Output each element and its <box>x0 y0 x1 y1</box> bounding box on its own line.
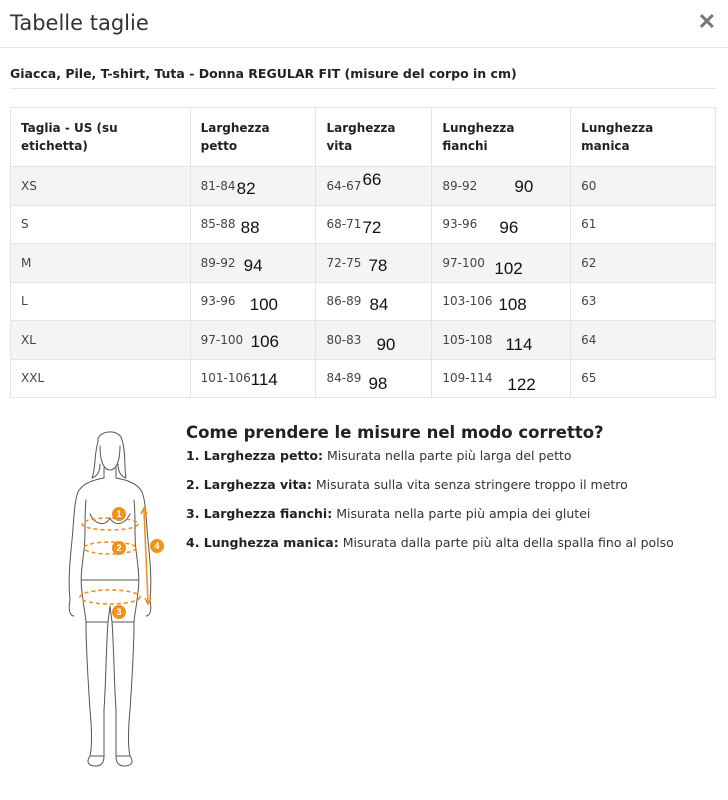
cell-manica: 60 <box>571 167 716 206</box>
handwritten-vita: 78 <box>368 256 388 275</box>
cell-size: XL <box>11 321 191 360</box>
modal-header <box>0 0 728 48</box>
cell-petto-range: 97-100 <box>200 332 244 347</box>
cell-vita <box>316 321 432 360</box>
table-row <box>11 282 716 321</box>
howto-item-text: Misurata dalla parte più alta della spalla fino al polso <box>338 535 674 550</box>
howto-item-text: Misurata nella parte più ampia dei glutei <box>332 506 591 521</box>
header-larghezza-petto: Larghezza petto <box>190 108 316 167</box>
table-header-row <box>11 108 716 167</box>
handwritten-fianchi: 108 <box>498 294 527 314</box>
divider <box>10 88 716 89</box>
body-measurement-figure <box>40 430 180 770</box>
cell-vita <box>316 205 432 244</box>
cell-fianchi-range: 109-114 <box>442 371 493 386</box>
cell-manica: 65 <box>571 359 716 398</box>
measurement-guides <box>80 508 151 604</box>
handwritten-petto: 82 <box>236 179 256 198</box>
handwritten-petto: 100 <box>249 294 278 314</box>
cell-vita-range: 84-89 <box>326 371 362 386</box>
handwritten-vita: 84 <box>369 294 389 314</box>
cell-vita <box>316 244 432 283</box>
howto-item-fianchi <box>186 506 590 521</box>
cell-petto-range: 101-106 <box>200 371 251 386</box>
cell-manica: 63 <box>571 282 716 321</box>
handwritten-vita: 66 <box>362 170 382 189</box>
howto-item-label: 2. Larghezza vita: <box>186 477 312 492</box>
header-larghezza-vita: Larghezza vita <box>316 108 432 167</box>
cell-size: M <box>11 244 191 283</box>
cell-petto <box>190 321 316 360</box>
handwritten-fianchi: 122 <box>507 374 536 394</box>
cell-fianchi-range: 103-106 <box>442 294 493 309</box>
cell-manica: 61 <box>571 205 716 244</box>
cell-manica: 64 <box>571 321 716 360</box>
cell-petto <box>190 359 316 398</box>
handwritten-fianchi: 96 <box>499 217 519 237</box>
cell-fianchi <box>432 244 571 283</box>
cell-vita-range: 80-83 <box>326 332 362 347</box>
cell-fianchi-range: 97-100 <box>442 255 485 270</box>
handwritten-petto: 88 <box>240 217 260 237</box>
howto-item-label: 4. Lunghezza manica: <box>186 535 339 550</box>
howto-item-text: Misurata sulla vita senza stringere troppo il metro <box>311 477 628 492</box>
handwritten-fianchi: 90 <box>514 177 534 196</box>
cell-size: S <box>11 205 191 244</box>
cell-fianchi <box>432 321 571 360</box>
cell-fianchi <box>432 167 571 206</box>
howto-item-text: Misurata nella parte più larga del petto <box>323 448 572 463</box>
marker-label-3: 3 <box>116 607 122 617</box>
cell-fianchi-range: 105-108 <box>442 332 493 347</box>
cell-petto-range: 93-96 <box>200 294 236 309</box>
cell-vita-range: 64-67 <box>326 178 362 193</box>
cell-petto-range: 85-88 <box>200 217 236 232</box>
table-row <box>11 167 716 206</box>
size-table <box>10 107 716 398</box>
cell-petto <box>190 167 316 206</box>
handwritten-fianchi: 102 <box>494 259 523 278</box>
cell-fianchi-range: 93-96 <box>442 217 478 232</box>
cell-petto <box>190 205 316 244</box>
howto-item-label: 3. Larghezza fianchi: <box>186 506 333 521</box>
cell-vita <box>316 167 432 206</box>
handwritten-vita: 98 <box>368 373 388 393</box>
table-row <box>11 359 716 398</box>
handwritten-vita: 72 <box>362 217 382 237</box>
cell-petto-range: 89-92 <box>200 255 236 270</box>
table-row <box>11 205 716 244</box>
cell-petto <box>190 244 316 283</box>
cell-vita <box>316 359 432 398</box>
howto-item-vita <box>186 477 628 492</box>
table-row <box>11 244 716 283</box>
table-row <box>11 321 716 360</box>
handwritten-petto: 94 <box>243 256 263 275</box>
header-lunghezza-fianchi: Lunghezza fianchi <box>432 108 571 167</box>
cell-vita-range: 86-89 <box>326 294 362 309</box>
howto-item-petto <box>186 448 572 463</box>
modal-title: Tabelle taglie <box>10 11 149 35</box>
cell-size: XS <box>11 167 191 206</box>
cell-vita <box>316 282 432 321</box>
cell-fianchi <box>432 205 571 244</box>
header-taglia: Taglia - US (su etichetta) <box>11 108 191 167</box>
close-icon[interactable]: ✕ <box>697 9 716 34</box>
cell-size: XXL <box>11 359 191 398</box>
table-subtitle: Giacca, Pile, T-shirt, Tuta - Donna REGULAR FIT (misure del corpo in cm) <box>10 66 517 81</box>
handwritten-petto: 114 <box>250 369 278 389</box>
cell-fianchi <box>432 359 571 398</box>
howto-item-manica <box>186 535 674 550</box>
handwritten-petto: 106 <box>250 332 279 351</box>
handwritten-fianchi: 114 <box>505 335 533 354</box>
cell-fianchi <box>432 282 571 321</box>
howto-item-label: 1. Larghezza petto: <box>186 448 323 463</box>
marker-label-4: 4 <box>154 541 160 551</box>
marker-label-2: 2 <box>116 543 122 553</box>
cell-vita-range: 72-75 <box>326 255 362 270</box>
header-lunghezza-manica: Lunghezza manica <box>571 108 716 167</box>
marker-label-1: 1 <box>116 509 122 519</box>
cell-petto-range: 81-84 <box>200 178 236 193</box>
cell-petto <box>190 282 316 321</box>
handwritten-vita: 90 <box>376 335 396 354</box>
cell-vita-range: 68-71 <box>326 217 362 232</box>
cell-fianchi-range: 89-92 <box>442 178 478 193</box>
howto-title: Come prendere le misure nel modo corretto? <box>186 423 604 442</box>
cell-manica: 62 <box>571 244 716 283</box>
cell-size: L <box>11 282 191 321</box>
